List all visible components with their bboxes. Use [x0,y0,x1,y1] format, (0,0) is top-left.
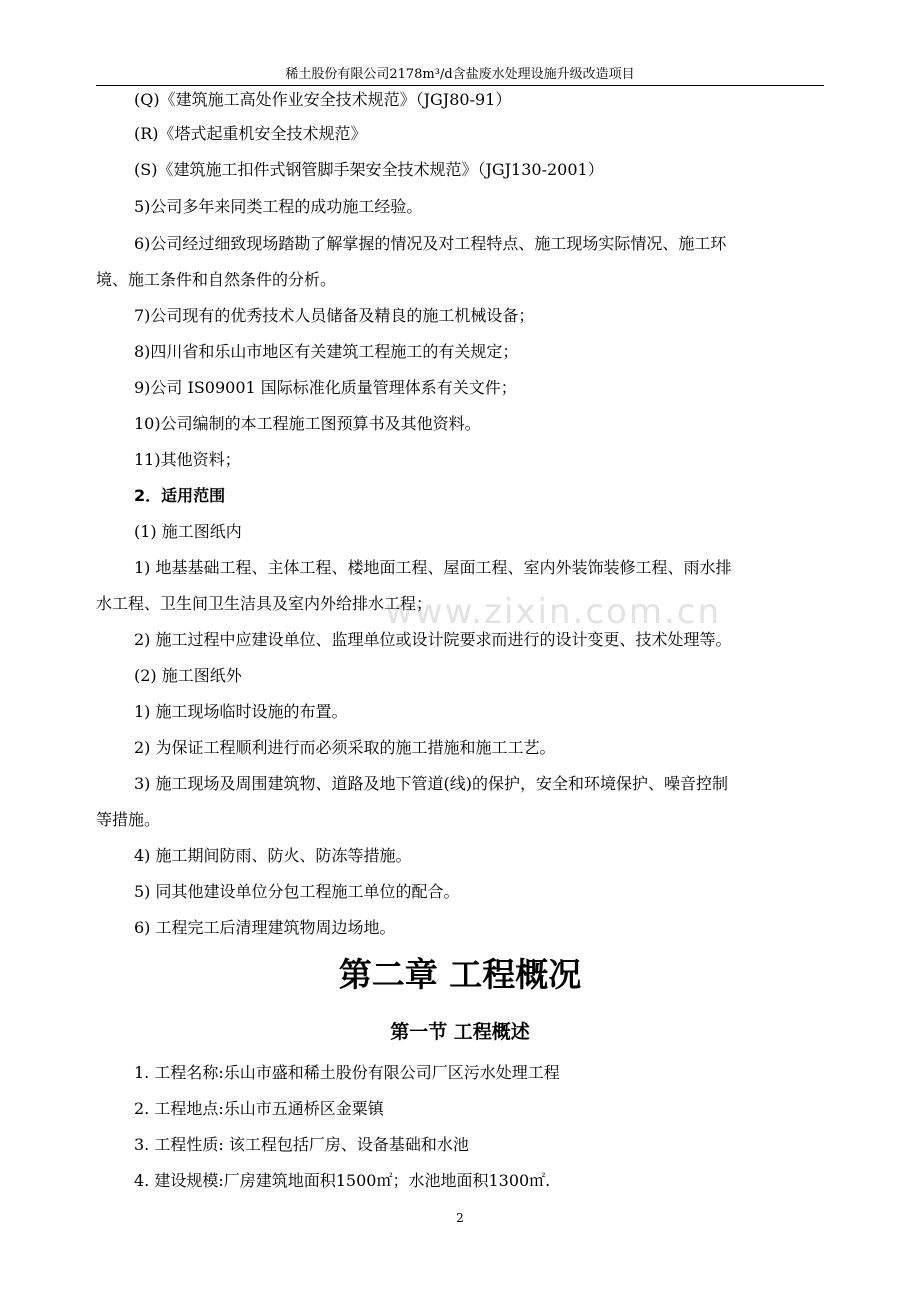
overview-item: 4. 建设规模:厂房建筑地面积1500㎡；水池地面积1300㎡. [134,1171,551,1190]
scope-line: (2) 施工图纸外 [134,666,242,685]
chapter-title: 第二章 工程概况 [338,955,582,994]
scope-line: 5) 同其他建设单位分包工程施工单位的配合。 [134,882,460,901]
section-title: 第一节 工程概述 [390,1021,530,1043]
basis-item: 6)公司经过细致现场踏勘了解掌握的情况及对工程特点、施工现场实际情况、施工环 [134,234,727,253]
basis-item: (S)《建筑施工扣件式钢管脚手架安全技术规范》（JGJ130-2001） [134,160,604,179]
overview-item: 1. 工程名称:乐山市盛和稀土股份有限公司厂区污水处理工程 [134,1063,560,1082]
scope-line: 6) 工程完工后清理建筑物周边场地。 [134,918,396,937]
page-number: 2 [456,1211,464,1225]
basis-item: 11)其他资料； [134,450,241,469]
scope-line: 等措施。 [96,810,161,829]
basis-item: 5)公司多年来同类工程的成功施工经验。 [134,197,423,216]
scope-line: 3) 施工现场及周围建筑物、道路及地下管道(线)的保护，安全和环境保护、噪音控制 [134,774,728,793]
basis-item: 8)四川省和乐山市地区有关建筑工程施工的有关规定； [134,342,519,361]
scope-line: 4) 施工期间防雨、防火、防冻等措施。 [134,846,412,865]
watermark: www.zixin.com.cn [385,592,721,632]
basis-item: 7)公司现有的优秀技术人员储备及精良的施工机械设备； [134,306,535,325]
scope-line: 1) 地基基础工程、主体工程、楼地面工程、屋面工程、室内外装饰装修工程、雨水排 [134,558,732,577]
basis-item: (Q)《建筑施工高处作业安全技术规范》（JGJ80-91） [134,90,512,109]
scope-line: (1) 施工图纸内 [134,522,242,541]
scope-line: 2) 为保证工程顺利进行而必须采取的施工措施和施工工艺。 [134,738,556,757]
scope-line: 水工程、卫生间卫生洁具及室内外给排水工程； [96,594,433,613]
overview-item: 2. 工程地点:乐山市五通桥区金粟镇 [134,1099,384,1118]
scope-line: 2) 施工过程中应建设单位、监理单位或设计院要求而进行的设计变更、技术处理等。 [134,630,732,649]
header-rule [96,85,824,86]
basis-item: 9)公司 IS09001 国际标准化质量管理体系有关文件； [134,378,517,397]
basis-item-continued: 境、施工条件和自然条件的分析。 [96,270,337,289]
scope-line: 1) 施工现场临时设施的布置。 [134,702,348,721]
basis-item: (R)《塔式起重机安全技术规范》 [134,124,367,143]
page-header: 稀土股份有限公司2178m³/d含盐废水处理设施升级改造项目 [285,67,635,82]
overview-item: 3. 工程性质: 该工程包括厂房、设备基础和水池 [134,1135,469,1154]
basis-item: 10)公司编制的本工程施工图预算书及其他资料。 [134,414,481,433]
scope-heading: 2．适用范围 [134,486,226,505]
